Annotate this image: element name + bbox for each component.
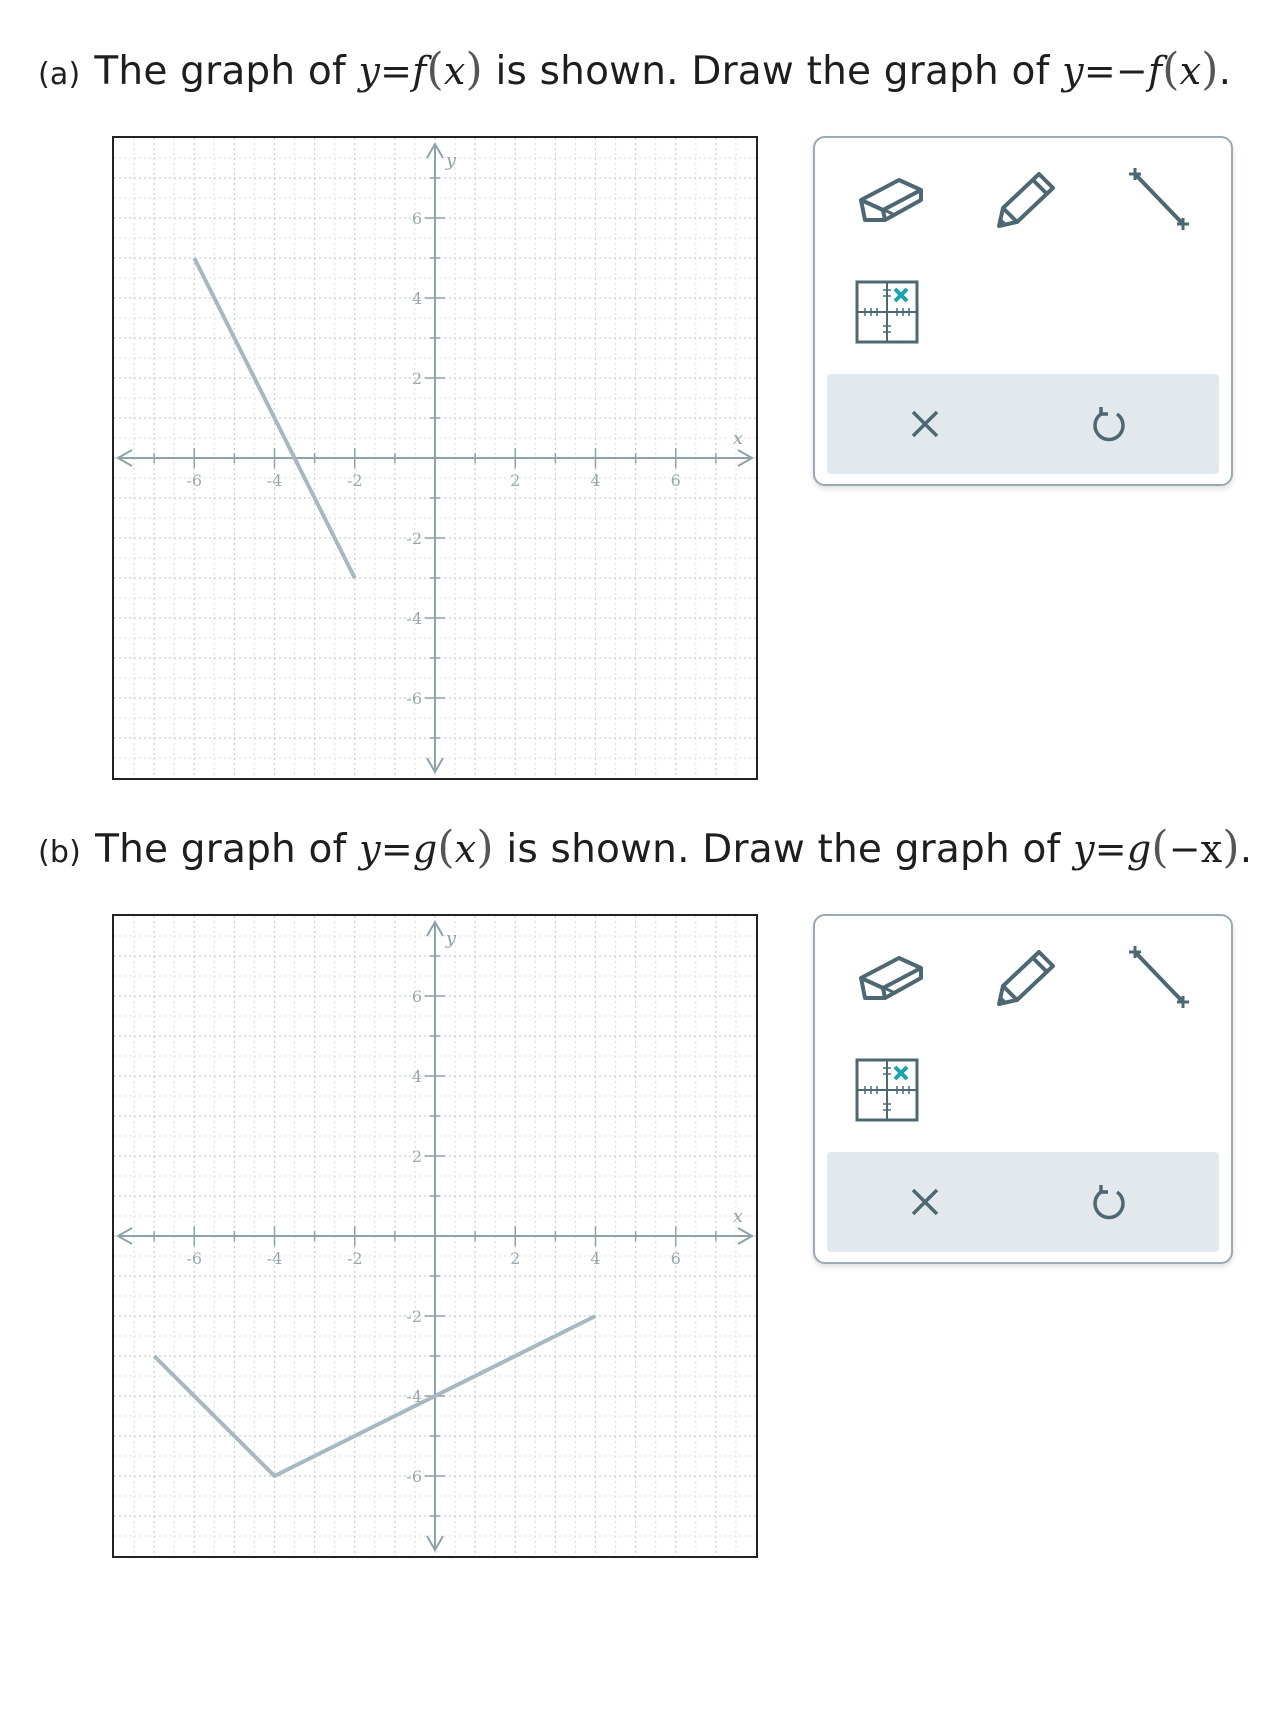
- y-axis-label: y: [445, 150, 457, 171]
- undo-icon: [1089, 1182, 1129, 1222]
- x-tick-label: 2: [510, 1249, 521, 1268]
- y-tick-label: 2: [411, 369, 422, 388]
- prompt-text-before: The graph of: [95, 827, 347, 872]
- y-tick-label: -4: [406, 1387, 422, 1406]
- action-bar: [827, 374, 1219, 474]
- x-tick-label: -2: [346, 1249, 363, 1268]
- eraser-tool[interactable]: [855, 948, 927, 1008]
- y-tick-label: -4: [406, 609, 422, 628]
- undo-icon: [1089, 404, 1129, 444]
- y-tick-label: 6: [411, 987, 422, 1006]
- prompt-a: (a) The graph of y=f(x) is shown. Draw the graph of y=−f(x).: [38, 44, 1232, 95]
- x-tick-label: 6: [670, 1249, 681, 1268]
- x-tick-label: -2: [346, 471, 363, 490]
- toolbox-a: [813, 136, 1233, 486]
- pencil-tool[interactable]: [991, 168, 1061, 234]
- x-tick-label: 4: [590, 471, 601, 490]
- line-segment-icon: [1125, 166, 1195, 236]
- graph-a[interactable]: [112, 136, 758, 780]
- x-tick-label: -6: [186, 1249, 203, 1268]
- prompt-text-before: The graph of: [94, 49, 346, 94]
- coordinate-plane[interactable]: [112, 136, 758, 780]
- x-tick-label: 2: [510, 471, 521, 490]
- undo-button[interactable]: [1089, 1182, 1129, 1226]
- toolbox-b: [813, 914, 1233, 1264]
- x-tick-label: -4: [266, 1249, 283, 1268]
- part-label: (b): [38, 835, 82, 870]
- x-tick-label: -6: [186, 471, 203, 490]
- line-segment-icon: [1125, 944, 1195, 1014]
- clear-icon: [905, 1182, 945, 1222]
- x-tick-label: -4: [266, 471, 283, 490]
- y-tick-label: -2: [406, 1307, 422, 1326]
- prompt-text-middle: is shown. Draw the graph of: [495, 49, 1050, 94]
- y-axis-label: y: [445, 928, 457, 949]
- part-label: (a): [38, 57, 81, 92]
- point-icon: [855, 280, 921, 346]
- action-bar: [827, 1152, 1219, 1252]
- line-segment-tool[interactable]: [1125, 944, 1195, 1014]
- y-tick-label: 4: [411, 1067, 422, 1086]
- y-tick-label: 2: [411, 1147, 422, 1166]
- clear-button[interactable]: [905, 404, 945, 448]
- graph-b[interactable]: [112, 914, 758, 1558]
- clear-button[interactable]: [905, 1182, 945, 1226]
- point-tool[interactable]: [855, 280, 921, 346]
- eraser-icon: [855, 170, 927, 230]
- x-axis-label: x: [732, 428, 744, 449]
- pencil-icon: [991, 946, 1061, 1012]
- eraser-tool[interactable]: [855, 170, 927, 230]
- eraser-icon: [855, 948, 927, 1008]
- pencil-icon: [991, 168, 1061, 234]
- point-icon: [855, 1058, 921, 1124]
- pencil-tool[interactable]: [991, 946, 1061, 1012]
- line-segment-tool[interactable]: [1125, 166, 1195, 236]
- y-tick-label: 6: [411, 209, 422, 228]
- point-tool[interactable]: [855, 1058, 921, 1124]
- y-tick-label: -6: [406, 689, 422, 708]
- x-tick-label: 4: [590, 1249, 601, 1268]
- y-tick-label: 4: [411, 289, 422, 308]
- y-tick-label: -2: [406, 529, 422, 548]
- x-axis-label: x: [732, 1206, 744, 1227]
- y-tick-label: -6: [406, 1467, 422, 1486]
- coordinate-plane[interactable]: [112, 914, 758, 1558]
- prompt-b: (b) The graph of y=g(x) is shown. Draw the graph of y=g(−x).: [38, 822, 1253, 873]
- clear-icon: [905, 404, 945, 444]
- prompt-text-middle: is shown. Draw the graph of: [506, 827, 1061, 872]
- x-tick-label: 6: [670, 471, 681, 490]
- undo-button[interactable]: [1089, 404, 1129, 448]
